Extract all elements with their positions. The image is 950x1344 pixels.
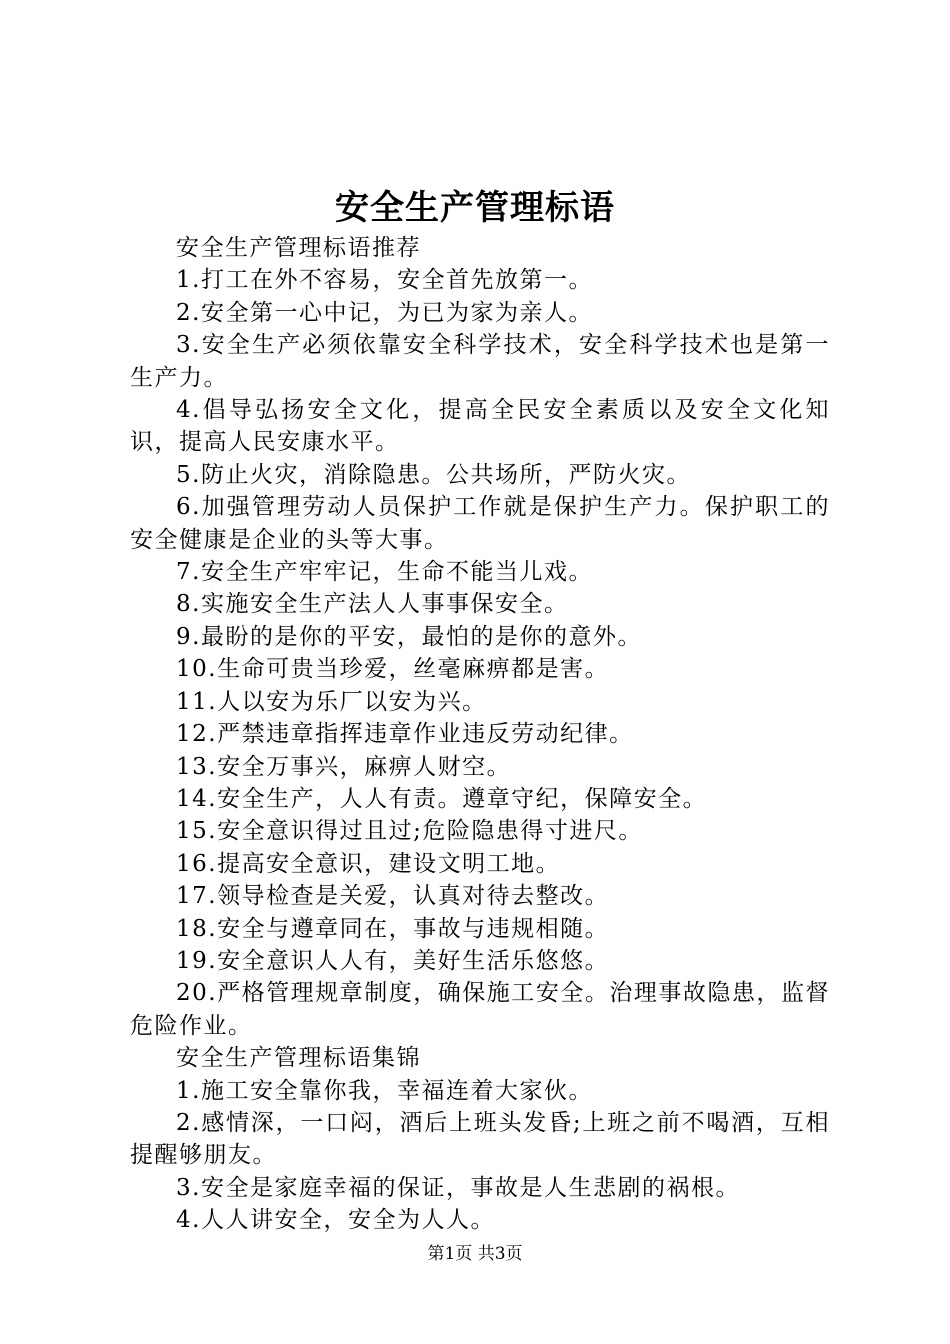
slogan-item: 11.人以安为乐厂以安为兴。: [176, 688, 487, 715]
section-heading: 安全生产管理标语集锦: [176, 1045, 421, 1072]
slogan-item: 14.安全生产，人人有责。遵章守纪，保障安全。: [176, 785, 708, 812]
slogan-item: 3.安全是家庭幸福的保证，事故是人生悲剧的祸根。: [176, 1174, 740, 1201]
slogan-item: 18.安全与遵章同在，事故与违规相随。: [176, 915, 610, 942]
slogan-item: 16.提高安全意识，建设文明工地。: [176, 850, 561, 877]
slogan-item: 9.最盼的是你的平安，最怕的是你的意外。: [176, 623, 642, 650]
document-title: 安全生产管理标语: [335, 188, 615, 228]
section-heading: 安全生产管理标语推荐: [176, 235, 421, 261]
slogan-item: 8.实施安全生产法人人事事保安全。: [176, 591, 569, 618]
slogan-item: 1.打工在外不容易，安全首先放第一。: [176, 267, 593, 294]
slogan-item: 19.安全意识人人有，美好生活乐悠悠。: [176, 947, 610, 974]
slogan-item: 17.领导检查是关爱，认真对待去整改。: [176, 883, 610, 910]
slogan-item: 2.感情深，一口闷，酒后上班头发昏;上班之前不喝酒，互相提醒够朋友。: [130, 1109, 830, 1169]
slogan-item: 5.防止火灾，消除隐患。公共场所，严防火灾。: [176, 461, 691, 488]
slogan-item: 3.安全生产必须依靠安全科学技术，安全科学技术也是第一生产力。: [130, 332, 830, 391]
slogan-item: 12.严禁违章指挥违章作业违反劳动纪律。: [176, 721, 634, 748]
document-body: [130, 232, 830, 1237]
slogan-item: 1.施工安全靠你我，幸福连着大家伙。: [176, 1077, 593, 1104]
slogan-item: 4.人人讲安全，安全为人人。: [176, 1207, 495, 1234]
slogan-item: 15.安全意识得过且过;危险隐患得寸进尺。: [176, 818, 643, 845]
slogan-item: 20.严格管理规章制度，确保施工安全。治理事故隐患，监督危险作业。: [130, 980, 830, 1039]
slogan-item: 4.倡导弘扬安全文化，提高全民安全素质以及安全文化知识，提高人民安康水平。: [130, 397, 830, 456]
page-number-footer: 第1页 共3页: [427, 1244, 523, 1264]
slogan-item: 10.生命可贵当珍爱，丝毫麻痹都是害。: [176, 656, 610, 683]
slogan-item: 7.安全生产牢牢记，生命不能当儿戏。: [176, 559, 593, 586]
slogan-item: 6.加强管理劳动人员保护工作就是保护生产力。保护职工的安全健康是企业的头等大事。: [130, 494, 830, 553]
slogan-item: 2.安全第一心中记，为已为家为亲人。: [176, 299, 593, 326]
slogan-item: 13.安全万事兴，麻痹人财空。: [176, 753, 512, 780]
